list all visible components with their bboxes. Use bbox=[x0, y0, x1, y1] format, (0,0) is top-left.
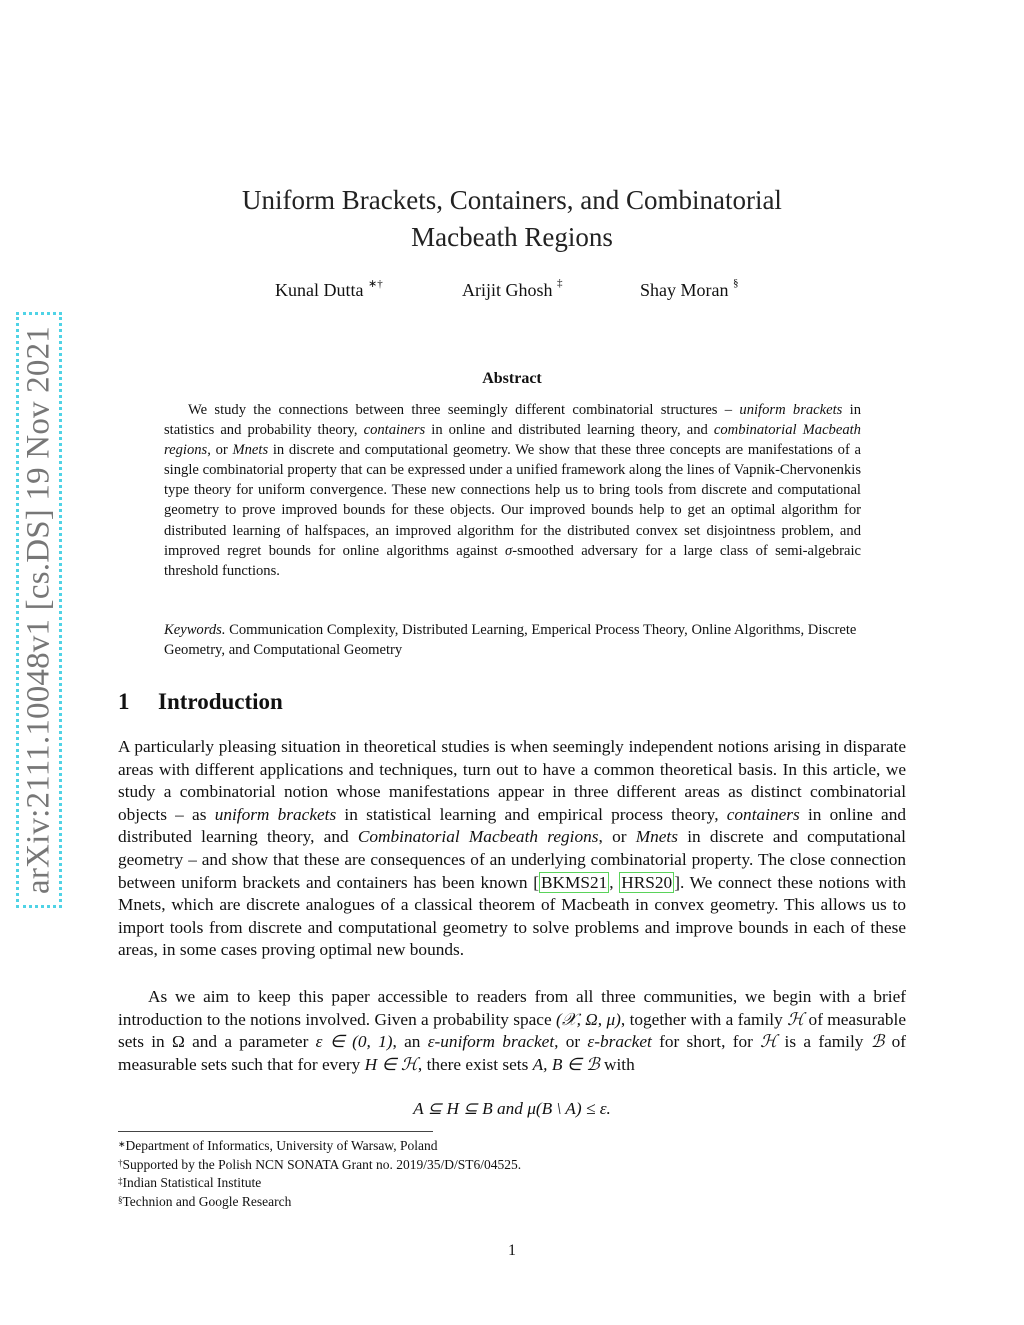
body-text: with bbox=[599, 1054, 635, 1074]
abstract-term-mnets: Mnets bbox=[232, 442, 269, 459]
body-text: , an bbox=[392, 1032, 428, 1052]
body-text: in statistical learning and empirical process theory, bbox=[336, 804, 727, 824]
footnote-text: Indian Statistical Institute bbox=[122, 1175, 262, 1190]
display-equation: A ⊆ H ⊆ B and μ(B \ A) ≤ ε. bbox=[413, 1099, 611, 1118]
footnote-mark: ‡ bbox=[118, 1176, 123, 1186]
footnote-text: Technion and Google Research bbox=[122, 1193, 292, 1209]
author-2 bbox=[462, 277, 563, 301]
section-number: 1 bbox=[118, 689, 130, 714]
footnote-mark: † bbox=[118, 1157, 123, 1168]
abstract-math-sigma: σ bbox=[505, 542, 513, 559]
intro-paragraph-2 bbox=[118, 986, 906, 1076]
section-heading bbox=[118, 689, 283, 715]
body-text: of measurable sets in Ω and a parameter bbox=[118, 1009, 906, 1052]
term-containers: containers bbox=[726, 804, 800, 824]
footnote bbox=[118, 1137, 521, 1156]
abstract-text: -smoothed adversary for a large class of semi-algebraic threshold functions. bbox=[164, 542, 861, 579]
title-line-1: Uniform Brackets, Containers, and Combinatorial bbox=[242, 185, 782, 215]
footnote-mark: ∗ bbox=[118, 1139, 126, 1149]
page-number: 1 bbox=[508, 1242, 516, 1259]
footnote-divider bbox=[118, 1131, 433, 1132]
abstract-heading: Abstract bbox=[482, 370, 542, 387]
author-name: Shay Moran bbox=[640, 280, 729, 300]
math-a-b-in-family: A, B ∈ ℬ bbox=[532, 1054, 600, 1074]
citation-link-hrs20[interactable]: HRS20 bbox=[621, 872, 673, 892]
author-3 bbox=[640, 277, 739, 301]
footnote-mark: § bbox=[118, 1194, 123, 1205]
body-text: , or bbox=[554, 1032, 588, 1052]
keywords-text: Communication Complexity, Distributed Learning, Emperical Process Theory, Online Algorithms, Discrete Geometry, and Computational Geometry bbox=[164, 622, 857, 659]
author-footnote-mark: ‡ bbox=[557, 277, 563, 289]
abstract-text: in online and distributed learning theory, and bbox=[425, 422, 714, 439]
term-epsilon-uniform-bracket: ε-uniform bracket bbox=[427, 1032, 555, 1052]
footnote bbox=[118, 1156, 521, 1175]
abstract-text: We study the connections between three seemingly different combinatorial structures – bbox=[188, 402, 740, 418]
footnote-text: Supported by the Polish NCN SONATA Grant no. 2019/35/D/ST6/04525. bbox=[122, 1156, 522, 1172]
term-combinatorial-macbeath-regions: Combinatorial Macbeath regions bbox=[357, 827, 599, 847]
author-name: Arijit Ghosh bbox=[462, 280, 553, 300]
abstract-body bbox=[164, 400, 861, 581]
arxiv-identifier-stamp bbox=[14, 312, 64, 908]
body-text: A particularly pleasing situation in theoretical studies is when seemingly independent notions arising in disparate areas with different applications and techniques, turn out to have a common theoretical basis. In this article, we study a combinatorial notion whose manifestations appear in three different areas as distinct combinatorial objects – as bbox=[118, 737, 906, 824]
abstract-text: in discrete and computational geometry. We show that these three concepts are manifestations of a single combinatorial property that can be expressed under a unified framework along the lines of Vapnik-Chervonenkis type theory for uniform convergence. These new connections help us to bring tools from discrete and computational geometry to prove improved bounds for these objects. Our improved bounds help to get an optimal algorithm for distributed learning of halfspaces, an improved algorithm for the distributed convex set disjointness problem, and improved regret bounds for online algorithms against bbox=[164, 442, 861, 559]
keywords-label: Keywords. bbox=[164, 622, 226, 638]
paper-title bbox=[0, 182, 1024, 256]
author-list bbox=[0, 277, 1024, 304]
math-family-b: ℬ bbox=[870, 1032, 885, 1052]
math-family-h: ℋ bbox=[787, 1009, 805, 1029]
section-title: Introduction bbox=[158, 689, 283, 714]
math-epsilon-range: ε ∈ (0, 1) bbox=[315, 1032, 393, 1052]
abstract-term-uniform-brackets: uniform brackets bbox=[739, 402, 843, 418]
abstract-term-macbeath-regions: combinatorial Macbeath regions bbox=[164, 422, 861, 459]
abstract-text: , or bbox=[207, 442, 233, 459]
term-epsilon-bracket: ε-bracket bbox=[587, 1032, 652, 1052]
citation-link-bkms21[interactable]: BKMS21 bbox=[540, 872, 608, 892]
body-text: ]. We connect these notions with Mnets, which are discrete analogues of a classical theorem of Macbeath in convex geometry. This allows us to import tools from discrete and computational geometry to solve problems and improve bounds in each of these areas, in some cases proving optimal new bounds. bbox=[118, 872, 906, 960]
author-footnote-mark: § bbox=[733, 277, 739, 289]
math-h-in-family: H ∈ ℋ bbox=[364, 1054, 418, 1074]
abstract-text: in statistics and probability theory, bbox=[164, 402, 862, 439]
title-line-2: Macbeath Regions bbox=[411, 222, 613, 252]
footnote bbox=[118, 1174, 521, 1193]
body-text: is a family bbox=[777, 1032, 871, 1052]
body-text: , there exist sets bbox=[417, 1054, 533, 1074]
citation-separator: , bbox=[609, 872, 620, 892]
math-probability-space: (𝒳, Ω, μ) bbox=[556, 1009, 621, 1029]
body-text: As we aim to keep this paper accessible to readers from all three communities, we begin with a brief introduction to the notions involved. Given a probability space bbox=[118, 987, 906, 1029]
body-text: for short, for bbox=[651, 1032, 761, 1052]
footnotes bbox=[118, 1137, 521, 1211]
body-text: in online and distributed learning theory, and bbox=[118, 804, 906, 847]
body-text: in discrete and computational geometry – and show that these are consequences of an underlying combinatorial property. The close connection between uniform brackets and containers has been known [ bbox=[118, 827, 906, 892]
term-mnets: Mnets bbox=[635, 827, 678, 847]
body-text: , or bbox=[598, 827, 636, 847]
body-text: , together with a family bbox=[620, 1009, 788, 1029]
math-family-h: ℋ bbox=[760, 1032, 778, 1052]
author-1 bbox=[275, 280, 383, 301]
term-uniform-brackets: uniform brackets bbox=[214, 804, 337, 824]
author-name: Kunal Dutta bbox=[275, 280, 364, 300]
body-text: of measurable sets such that for every bbox=[118, 1032, 906, 1074]
arxiv-stamp-text: arXiv:2111.10048v1 [cs.DS] 19 Nov 2021 bbox=[20, 326, 57, 894]
abstract-term-containers: containers bbox=[363, 422, 426, 439]
author-footnote-mark: ∗† bbox=[367, 278, 383, 290]
intro-paragraph-1 bbox=[118, 736, 906, 962]
keywords bbox=[164, 620, 861, 660]
footnote bbox=[118, 1193, 521, 1212]
footnote-text: Department of Informatics, University of Warsaw, Poland bbox=[125, 1138, 438, 1153]
